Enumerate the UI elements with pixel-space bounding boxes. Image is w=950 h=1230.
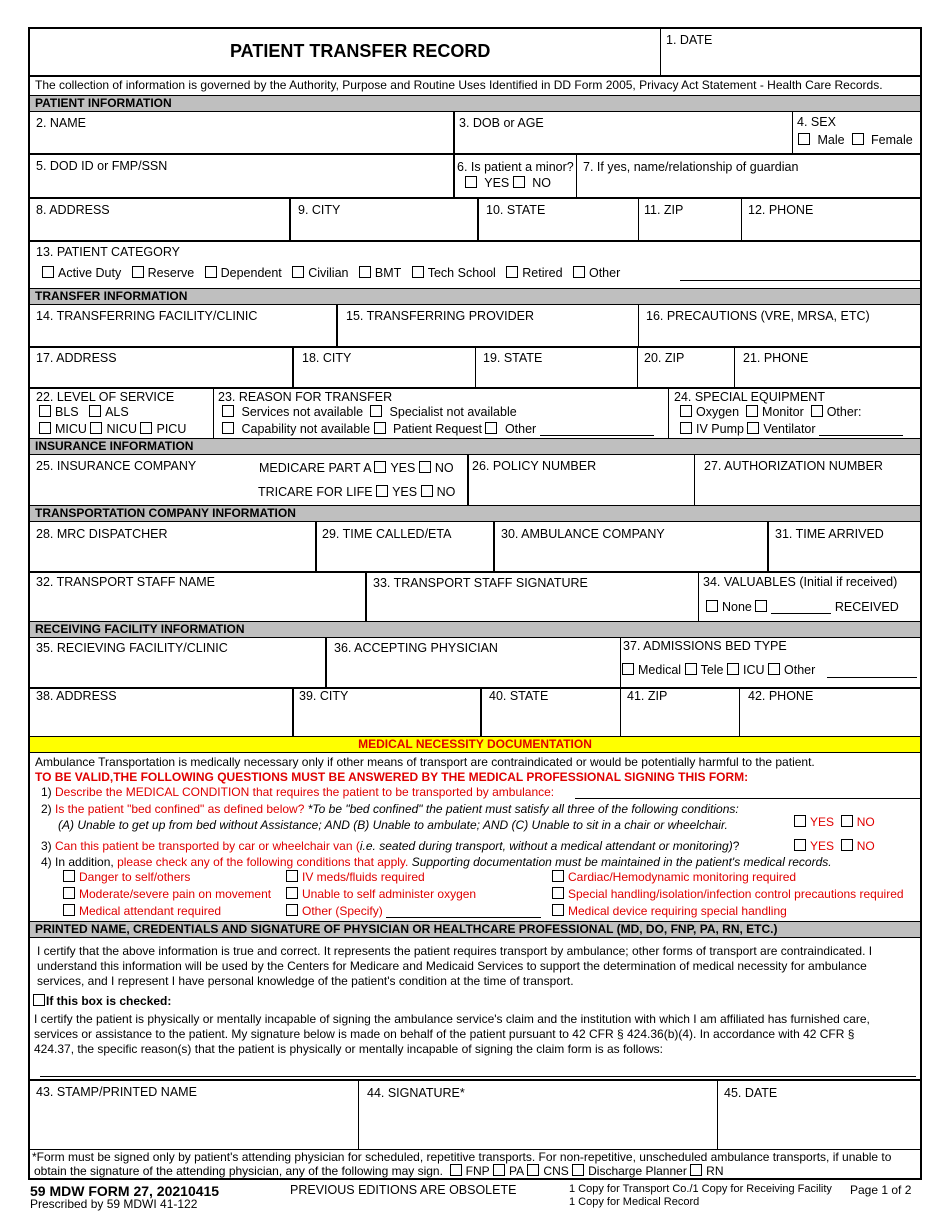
tricare-no-label: NO: [436, 485, 456, 499]
female-checkbox[interactable]: [852, 133, 864, 145]
accepting-physician-label: 36. ACCEPTING PHYSICIAN: [334, 641, 498, 655]
bed-type-label: Medical: [638, 663, 682, 677]
patient-request-checkbox[interactable]: [374, 422, 386, 434]
certification-line-2: understand this information will be used by the Centers for Medicare and Medicaid Services to support the determination of medical necessity for ambulance: [37, 959, 867, 973]
bed-other-line: [827, 677, 917, 678]
patient-state-label: 10. STATE: [486, 203, 546, 217]
divider: [30, 240, 920, 242]
condition-label: Other (Specify): [302, 904, 383, 918]
bed-type-checkbox[interactable]: [622, 663, 634, 675]
divider: [638, 198, 639, 240]
condition-other: [286, 904, 541, 918]
reason-option-label: Specialist not available: [389, 405, 517, 419]
divider: [717, 1080, 718, 1149]
guardian-label: 7. If yes, name/relationship of guardian: [583, 160, 799, 174]
necessity-valid-notice: TO BE VALID,THE FOLLOWING QUESTIONS MUST BE ANSWERED BY THE MEDICAL PROFESSIONAL SIGNING THIS FORM:: [35, 770, 749, 784]
capability-not-available-checkbox[interactable]: [222, 422, 234, 434]
patient-address-label: 8. ADDRESS: [36, 203, 110, 217]
sex-label: 4. SEX: [797, 115, 836, 129]
time-called-label: 29. TIME CALLED/ETA: [322, 527, 452, 541]
question-2-conditions: [58, 818, 728, 832]
bed-type-label: Other: [784, 663, 816, 677]
medicare-no-checkbox[interactable]: [419, 461, 431, 473]
car-transport-no-label: NO: [856, 839, 875, 853]
reason-option-label: Other: [504, 422, 537, 436]
danger-checkbox[interactable]: [63, 870, 75, 882]
condition-label: Medical device requiring special handling: [568, 904, 787, 918]
condition-other-checkbox[interactable]: [286, 904, 298, 916]
category-options: [42, 266, 620, 280]
signer-checkbox[interactable]: [690, 1164, 702, 1176]
date-label: 1. DATE: [666, 33, 713, 47]
car-transport-no-checkbox[interactable]: [841, 839, 853, 851]
equip-other-checkbox[interactable]: [811, 405, 823, 417]
divider: [325, 638, 327, 688]
female-label: Female: [871, 133, 913, 147]
copy-distribution-2: 1 Copy for Medical Record: [569, 1196, 700, 1208]
condition-device: [552, 904, 787, 918]
divider: [30, 1079, 920, 1081]
divider: [660, 29, 661, 76]
picu-label: PICU: [156, 422, 187, 436]
patient-zip-label: 11. ZIP: [644, 203, 684, 217]
incapable-line-2: services or assistance to the patient. My signature below is made on behalf of the patient pursuant to 42 CFR § 424.36(b)(4). In accordance with 42 CFR §: [34, 1027, 855, 1041]
bed-type-checkbox[interactable]: [685, 663, 697, 675]
patient-category-option: [292, 266, 348, 280]
signature-label: 44. SIGNATURE*: [367, 1086, 465, 1100]
patient-category-option: [205, 266, 282, 280]
reason-other-checkbox[interactable]: [485, 422, 497, 434]
divider: [477, 198, 479, 240]
valuables-initial-line: [771, 601, 831, 614]
bed-type-option: [768, 663, 815, 677]
als-label: ALS: [105, 405, 129, 419]
certification-line-3: services, and I represent I have personal knowledge of the patient's condition at the time of transport.: [37, 974, 574, 988]
valuables-none-checkbox[interactable]: [706, 600, 718, 612]
divider: [30, 75, 920, 77]
signature-note-1: *Form must be signed only by patient's attending physician for scheduled, repetitive transports. For non-repetitive, unscheduled ambulance transports, if unable to: [32, 1150, 892, 1164]
divider: [637, 347, 638, 388]
copy-distribution-1: 1 Copy for Transport Co./1 Copy for Receiving Facility: [569, 1183, 832, 1195]
car-transport-yes-checkbox[interactable]: [794, 839, 806, 851]
signer-option: [450, 1164, 490, 1178]
section-patient-information: PATIENT INFORMATION: [30, 95, 920, 112]
bed-type-option: [622, 663, 681, 677]
signer-checkbox[interactable]: [527, 1164, 539, 1176]
patient-category-label: Dependent: [220, 266, 282, 280]
signer-checkbox[interactable]: [450, 1164, 462, 1176]
ventilator-label: Ventilator: [763, 422, 816, 436]
special-handling-checkbox[interactable]: [552, 887, 564, 899]
patient-city-label: 9. CITY: [298, 203, 341, 217]
signer-label: FNP: [465, 1164, 490, 1178]
oxygen-label: Oxygen: [696, 405, 740, 419]
incapable-reason-line: [40, 1076, 916, 1077]
transfer-phone-label: 21. PHONE: [743, 351, 809, 365]
incapable-box-label: If this box is checked:: [46, 994, 172, 1008]
authorization-number-label: 27. AUTHORIZATION NUMBER: [704, 459, 883, 473]
category-other-line: [680, 280, 920, 281]
question-2-answer: [794, 815, 875, 829]
transport-staff-signature-label: 33. TRANSPORT STAFF SIGNATURE: [373, 576, 588, 590]
signer-checkbox[interactable]: [493, 1164, 505, 1176]
oxygen-self-checkbox[interactable]: [286, 887, 298, 899]
divider: [480, 688, 482, 737]
question-2-number: 2): [41, 802, 52, 816]
receiving-zip-label: 41. ZIP: [627, 689, 668, 703]
patient-phone-label: 12. PHONE: [748, 203, 814, 217]
form-frame: [28, 27, 922, 1180]
divider: [292, 688, 294, 737]
transfer-city-label: 18. CITY: [302, 351, 352, 365]
reason-label: 23. REASON FOR TRANSFER: [218, 390, 393, 404]
condition-label: Special handling/isolation/infection control precautions required: [568, 887, 904, 901]
minor-yes-checkbox[interactable]: [465, 176, 477, 188]
form-title: PATIENT TRANSFER RECORD: [230, 41, 491, 61]
patient-category-option: [132, 266, 195, 280]
receiving-phone-label: 42. PHONE: [748, 689, 814, 703]
monitor-label: Monitor: [762, 405, 804, 419]
question-3-answer: [794, 839, 875, 853]
picu-checkbox[interactable]: [140, 422, 152, 434]
question-3: [41, 839, 739, 853]
level-of-service-label: 22. LEVEL OF SERVICE: [36, 390, 175, 404]
question-4-lead: In addition,: [55, 855, 114, 869]
certification-line-1: I certify that the above information is true and correct. It represents the patient requires transport by ambulance; other forms of transport are contraindicated. I: [37, 944, 873, 958]
divider: [493, 522, 495, 572]
question-4-text: please check any of the following conditions that apply.: [113, 855, 409, 869]
iv-pump-label: IV Pump: [696, 422, 744, 436]
condition-pain: [63, 887, 271, 901]
question-3-text: Can this patient be transported by car or wheelchair van (: [55, 839, 360, 853]
dob-label: 3. DOB or AGE: [459, 116, 544, 130]
patient-category-checkbox[interactable]: [506, 266, 518, 278]
condition-label: Moderate/severe pain on movement: [79, 887, 272, 901]
als-checkbox[interactable]: [89, 405, 101, 417]
patient-category-checkbox[interactable]: [292, 266, 304, 278]
question-4: [41, 855, 832, 869]
tricare-yes-checkbox[interactable]: [376, 485, 388, 497]
receiving-state-label: 40. STATE: [489, 689, 549, 703]
divider: [741, 198, 742, 240]
question-3-number: 3): [41, 839, 52, 853]
bed-type-checkbox[interactable]: [768, 663, 780, 675]
category-label: 13. PATIENT CATEGORY: [36, 245, 181, 259]
device-checkbox[interactable]: [552, 904, 564, 916]
question-2-definition: *To be "bed confined" the patient must satisfy all three of the following conditions:: [307, 802, 739, 816]
valuables-options: [706, 600, 899, 614]
specialist-not-available-checkbox[interactable]: [370, 405, 382, 417]
bed-confined-yes-label: YES: [810, 815, 835, 829]
equip-other-label: Other:: [826, 405, 862, 419]
patient-category-checkbox[interactable]: [42, 266, 54, 278]
patient-category-checkbox[interactable]: [132, 266, 144, 278]
micu-checkbox[interactable]: [39, 422, 51, 434]
divider: [358, 1080, 359, 1149]
divider: [739, 688, 740, 737]
car-transport-yes-label: YES: [810, 839, 835, 853]
signer-option: [527, 1164, 568, 1178]
divider: [453, 112, 455, 198]
ventilator-checkbox[interactable]: [747, 422, 759, 434]
patient-category-checkbox[interactable]: [412, 266, 424, 278]
question-1-number: 1): [41, 785, 52, 799]
question-3-mark: ?: [732, 839, 740, 853]
valuables-received-checkbox[interactable]: [755, 600, 767, 612]
transfer-zip-label: 20. ZIP: [644, 351, 685, 365]
reason-option-label: Capability not available: [241, 422, 371, 436]
divider: [467, 455, 469, 506]
minor-yes-label: YES: [484, 176, 510, 190]
question-4-number: 4): [41, 855, 52, 869]
patient-category-checkbox[interactable]: [205, 266, 217, 278]
signer-checkbox[interactable]: [572, 1164, 584, 1176]
patient-category-label: Retired: [522, 266, 563, 280]
receiving-facility-label: 35. RECIEVING FACILITY/CLINIC: [36, 641, 228, 655]
section-receiving-facility: RECEIVING FACILITY INFORMATION: [30, 621, 920, 638]
male-checkbox[interactable]: [798, 133, 810, 145]
bed-type-option: [727, 663, 765, 677]
question-1-text: Describe the MEDICAL CONDITION that requires the patient to be transported by ambulance:: [55, 785, 555, 799]
question-1: [41, 785, 554, 799]
ambulance-company-label: 30. AMBULANCE COMPANY: [501, 527, 665, 541]
bed-type-checkbox[interactable]: [727, 663, 739, 675]
divider: [668, 388, 669, 438]
transferring-provider-label: 15. TRANSFERRING PROVIDER: [346, 309, 535, 323]
patient-category-label: Civilian: [308, 266, 349, 280]
reason-other-line: [540, 423, 654, 436]
divider: [30, 197, 920, 199]
incapable-line-1: I certify the patient is physically or mentally incapable of signing the ambulance service's claim and the institution with which I am affiliated has furnished care,: [34, 1012, 870, 1026]
medical-necessity-header: [30, 736, 920, 753]
minor-label: 6. Is patient a minor?: [457, 160, 574, 174]
reason-option-label: Services not available: [241, 405, 364, 419]
attendant-checkbox[interactable]: [63, 904, 75, 916]
reason-row2: [222, 422, 654, 436]
divider: [30, 571, 920, 573]
sex-options: [798, 133, 913, 147]
equip-row2: [680, 422, 903, 436]
medical-necessity-title: MEDICAL NECESSITY DOCUMENTATION: [358, 737, 592, 751]
divider: [315, 522, 317, 572]
reason-row1: [222, 405, 517, 419]
receiving-city-label: 39. CITY: [299, 689, 349, 703]
divider: [620, 688, 621, 737]
section-transfer-information: TRANSFER INFORMATION: [30, 288, 920, 305]
services-not-available-checkbox[interactable]: [222, 405, 234, 417]
nicu-checkbox[interactable]: [90, 422, 102, 434]
time-arrived-label: 31. TIME ARRIVED: [775, 527, 884, 541]
signer-option: [572, 1164, 687, 1178]
section-certification: PRINTED NAME, CREDENTIALS AND SIGNATURE OF PHYSICIAN OR HEALTHCARE PROFESSIONAL (MD, DO, FNP, PA, RN, ETC.): [30, 921, 920, 938]
condition-oxygen: [286, 887, 476, 901]
patient-category-label: Tech School: [427, 266, 496, 280]
bed-type-options: [622, 663, 815, 677]
section-transportation-company: TRANSPORTATION COMPANY INFORMATION: [30, 505, 920, 522]
condition-label: Danger to self/others: [79, 870, 191, 884]
mrc-dispatcher-label: 28. MRC DISPATCHER: [36, 527, 168, 541]
iv-meds-checkbox[interactable]: [286, 870, 298, 882]
bed-type-label: Tele: [700, 663, 724, 677]
patient-category-checkbox[interactable]: [359, 266, 371, 278]
divider: [292, 347, 294, 388]
reason-option-label: Patient Request: [393, 422, 482, 436]
insurance-company-label: 25. INSURANCE COMPANY: [36, 459, 197, 473]
bed-type-option: [685, 663, 724, 677]
divider: [767, 522, 769, 572]
medicare-yes-checkbox[interactable]: [374, 461, 386, 473]
patient-category-option: [573, 266, 620, 280]
patient-category-option: [359, 266, 401, 280]
bed-type-label: ICU: [742, 663, 765, 677]
divider: [289, 198, 291, 240]
tricare-row: [258, 485, 455, 499]
question-3-ie: i.e.: [359, 839, 376, 853]
question-1-line: [575, 798, 920, 799]
bed-type-label: 37. ADMISSIONS BED TYPE: [623, 639, 787, 653]
divider: [698, 572, 699, 622]
policy-number-label: 26. POLICY NUMBER: [472, 459, 597, 473]
divider: [30, 387, 920, 389]
transferring-facility-label: 14. TRANSFERRING FACILITY/CLINIC: [36, 309, 258, 323]
form-number: 59 MDW FORM 27, 20210415: [30, 1183, 220, 1199]
signer-option: [690, 1164, 723, 1178]
patient-category-checkbox[interactable]: [573, 266, 585, 278]
signer-label: PA: [508, 1164, 525, 1178]
medicare-label: MEDICARE PART A: [259, 461, 371, 475]
signer-option: [493, 1164, 524, 1178]
equip-other-line: [819, 423, 903, 436]
male-label: Male: [817, 133, 845, 147]
divider: [638, 305, 639, 347]
condition-other-line: [386, 905, 541, 918]
name-label: 2. NAME: [36, 116, 87, 130]
oxygen-checkbox[interactable]: [680, 405, 692, 417]
minor-no-checkbox[interactable]: [513, 176, 525, 188]
section-insurance-information: INSURANCE INFORMATION: [30, 438, 920, 455]
medicare-yes-label: YES: [390, 461, 416, 475]
divider: [30, 153, 920, 155]
prescribed-by: Prescribed by 59 MDWI 41-122: [30, 1197, 198, 1211]
level-row1: [39, 405, 129, 419]
bed-confined-yes-checkbox[interactable]: [794, 815, 806, 827]
medicare-row: [259, 461, 454, 475]
question-3-clarification: seated during transport, without a medical attendant or monitoring): [375, 839, 733, 853]
equip-row1: [680, 405, 861, 419]
transfer-state-label: 19. STATE: [483, 351, 543, 365]
question-4-note: Supporting documentation must be maintained in the patient's medical records.: [408, 855, 832, 869]
tricare-no-checkbox[interactable]: [421, 485, 433, 497]
privacy-statement: The collection of information is governed by the Authority, Purpose and Routine Uses Identified in DD Form 2005, Privacy Act Statement - Health Care Records.: [35, 78, 883, 92]
bls-label: BLS: [55, 405, 79, 419]
condition-attendant: [63, 904, 221, 918]
divider: [365, 572, 367, 622]
patient-category-label: Other: [588, 266, 621, 280]
patient-category-option: [412, 266, 496, 280]
signature-note-text: obtain the signature of the attending physician, any of the following may sign.: [34, 1164, 443, 1178]
patient-category-option: [506, 266, 562, 280]
valuables-label: 34. VALUABLES (Initial if received): [703, 575, 898, 589]
page-number: Page 1 of 2: [850, 1183, 912, 1197]
valuables-received-label: RECEIVED: [834, 600, 899, 614]
signer-label: RN: [706, 1164, 724, 1178]
valuables-none-label: None: [722, 600, 752, 614]
divider: [734, 347, 735, 388]
special-equipment-label: 24. SPECIAL EQUIPMENT: [674, 390, 825, 404]
divider: [620, 638, 621, 688]
tricare-label: TRICARE FOR LIFE: [258, 485, 373, 499]
dod-label: 5. DOD ID or FMP/SSN: [36, 159, 168, 173]
incapable-line-3: 424.37, the specific reason(s) that the patient is physically or mentally incapable of signing the claim form is as follows:: [34, 1042, 663, 1056]
divider: [336, 305, 338, 347]
micu-label: MICU: [55, 422, 87, 436]
patient-category-label: Active Duty: [58, 266, 122, 280]
cert-date-label: 45. DATE: [724, 1086, 778, 1100]
divider: [694, 455, 695, 506]
receiving-address-label: 38. ADDRESS: [36, 689, 117, 703]
minor-options: [465, 176, 551, 190]
condition-iv: [286, 870, 425, 884]
signer-label: CNS: [543, 1164, 569, 1178]
condition-label: Medical attendant required: [79, 904, 222, 918]
question-2: [41, 802, 739, 816]
obsolete-notice: PREVIOUS EDITIONS ARE OBSOLETE: [290, 1183, 517, 1197]
divider: [576, 154, 577, 198]
cardiac-checkbox[interactable]: [552, 870, 564, 882]
monitor-checkbox[interactable]: [746, 405, 758, 417]
bls-checkbox[interactable]: [39, 405, 51, 417]
divider: [475, 347, 476, 388]
divider: [213, 388, 214, 438]
nicu-label: NICU: [106, 422, 137, 436]
patient-category-option: [42, 266, 121, 280]
stamp-label: 43. STAMP/PRINTED NAME: [36, 1085, 197, 1099]
incapable-checkbox[interactable]: [33, 994, 45, 1006]
signer-label: Discharge Planner: [588, 1164, 687, 1178]
condition-cardiac: [552, 870, 796, 884]
pain-checkbox[interactable]: [63, 887, 75, 899]
patient-category-label: Reserve: [147, 266, 195, 280]
bed-confined-no-checkbox[interactable]: [841, 815, 853, 827]
level-row2: [39, 422, 186, 436]
precautions-label: 16. PRECAUTIONS (VRE, MRSA, ETC): [646, 309, 870, 323]
divider: [792, 112, 793, 154]
condition-label: IV meds/fluids required: [302, 870, 425, 884]
condition-label: Unable to self administer oxygen: [302, 887, 477, 901]
condition-label: Cardiac/Hemodynamic monitoring required: [568, 870, 797, 884]
condition-danger: [63, 870, 190, 884]
transfer-address-label: 17. ADDRESS: [36, 351, 117, 365]
signature-note-2: [34, 1164, 724, 1178]
transport-staff-name-label: 32. TRANSPORT STAFF NAME: [36, 575, 215, 589]
minor-no-label: NO: [532, 176, 551, 190]
question-2-conditions-text: (A) Unable to get up from bed without Assistance; AND (B) Unable to ambulate; AND (C) Unable to sit in a chair or wheelchair.: [58, 818, 728, 832]
patient-category-label: BMT: [374, 266, 402, 280]
iv-pump-checkbox[interactable]: [680, 422, 692, 434]
necessity-intro: Ambulance Transportation is medically necessary only if other means of transport are contraindicated or would be potentially harmful to the patient.: [35, 755, 815, 769]
medicare-no-label: NO: [434, 461, 454, 475]
tricare-yes-label: YES: [392, 485, 418, 499]
incapable-box: [33, 994, 171, 1008]
question-2-text: Is the patient "bed confined" as defined below?: [55, 802, 305, 816]
bed-confined-no-label: NO: [856, 815, 875, 829]
condition-special: [552, 887, 904, 901]
